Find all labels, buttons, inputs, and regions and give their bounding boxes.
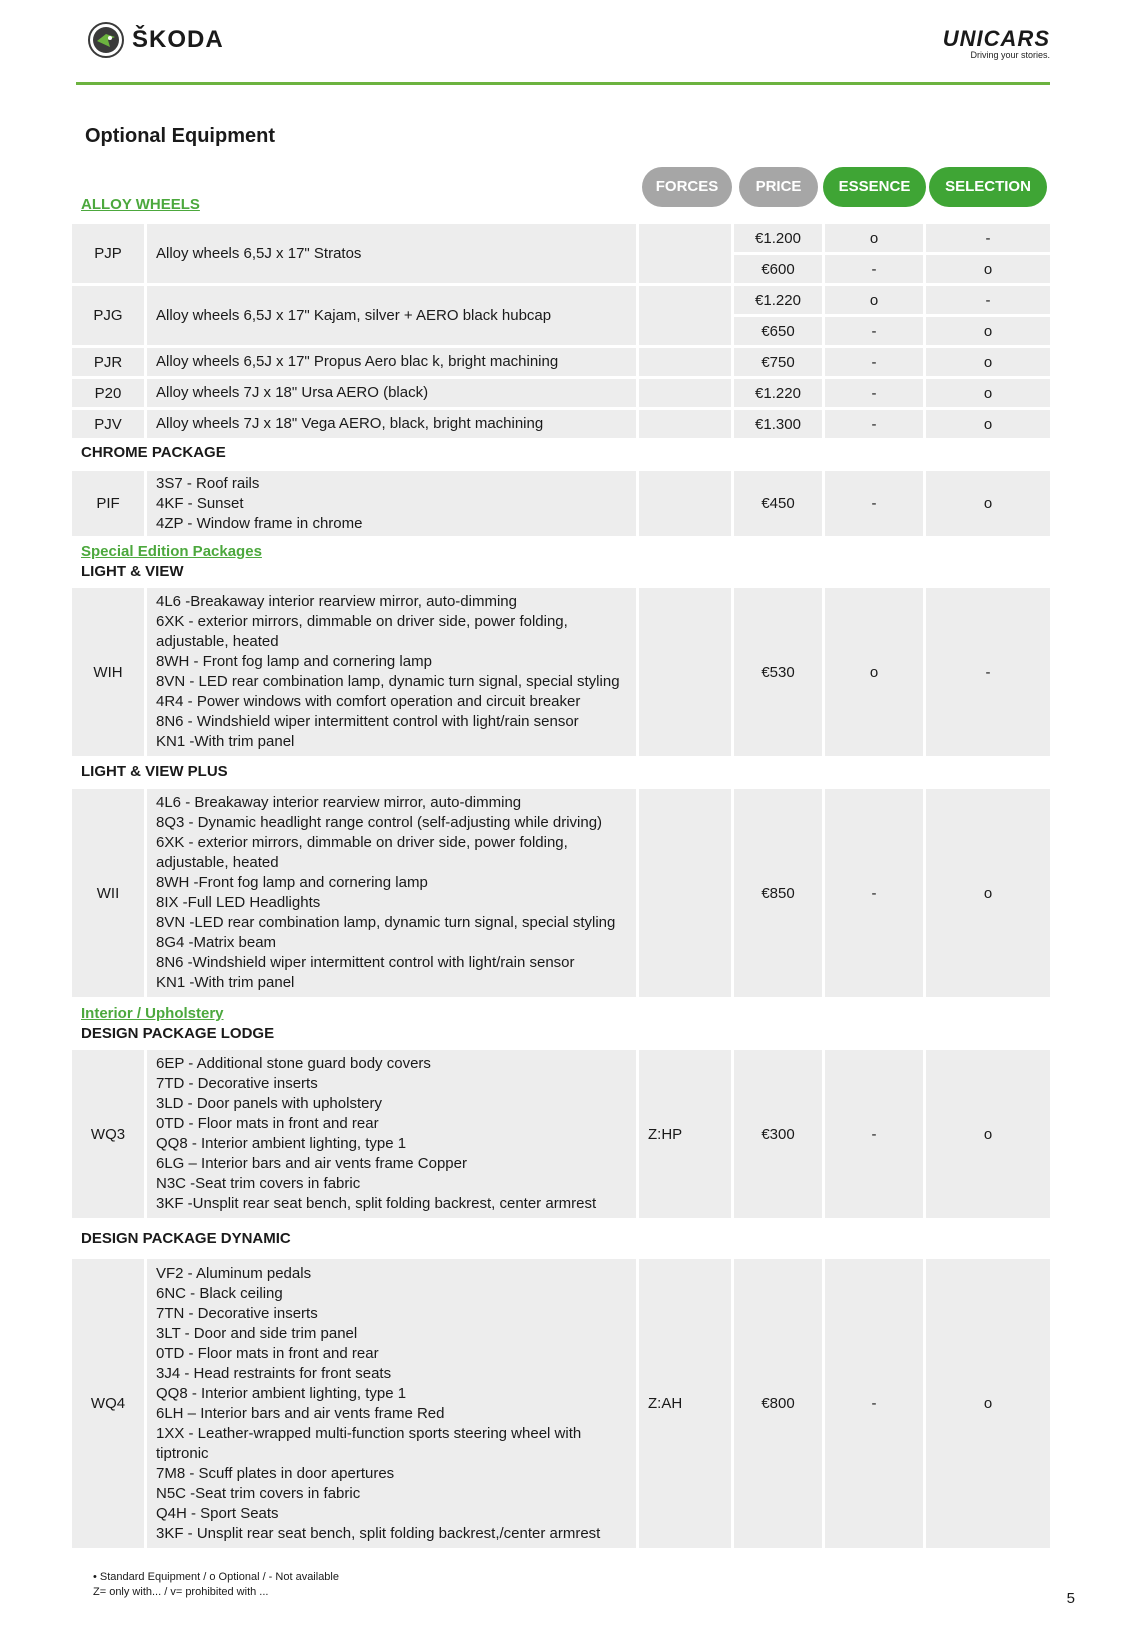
- selection-cell: -: [926, 286, 1050, 314]
- description-line: tiptronic: [156, 1444, 209, 1462]
- forces-cell: [639, 224, 731, 283]
- essence-cell: -: [825, 379, 923, 407]
- option-description: Alloy wheels 7J x 18" Vega AERO, black, bright machining: [147, 410, 636, 438]
- description-line: 8N6 - Windshield wiper intermittent control with light/rain sensor: [156, 713, 579, 730]
- description-line: QQ8 - Interior ambient lighting, type 1: [156, 1384, 407, 1402]
- option-code: WII: [72, 789, 144, 997]
- forces-cell: [639, 471, 731, 536]
- description-line: 0TD - Floor mats in front and rear: [156, 1344, 379, 1362]
- selection-cell: o: [926, 410, 1050, 438]
- table-row: [72, 588, 1050, 756]
- price-cell: €530: [734, 588, 822, 756]
- option-code: PJV: [72, 410, 144, 438]
- section-design-dynamic: DESIGN PACKAGE DYNAMIC: [81, 1230, 291, 1247]
- option-description: Alloy wheels 6,5J x 17" Kajam, silver + AERO black hubcap: [147, 286, 636, 345]
- unicars-logo: [943, 26, 1050, 60]
- option-description: [147, 471, 636, 536]
- page-header: [76, 0, 1050, 85]
- selection-cell: o: [926, 1050, 1050, 1218]
- selection-cell: -: [926, 224, 1050, 252]
- price-cell: €750: [734, 348, 822, 376]
- description-line: 3LT - Door and side trim panel: [156, 1324, 358, 1342]
- forces-cell: Z:AH: [639, 1259, 731, 1548]
- forces-cell: [639, 789, 731, 997]
- description-line: 6EP - Additional stone guard body covers: [156, 1055, 431, 1072]
- description-line: KN1 -With trim panel: [156, 974, 295, 991]
- essence-cell: -: [825, 410, 923, 438]
- selection-cell: o: [926, 317, 1050, 345]
- option-code: PJP: [72, 224, 144, 283]
- description-line: 4L6 -Breakaway interior rearview mirror, auto-dimming: [156, 593, 517, 610]
- option-code: PIF: [72, 471, 144, 536]
- legend-line: • Standard Equipment / o Optional / - Not available: [93, 1571, 339, 1583]
- section-chrome-package: CHROME PACKAGE: [81, 444, 226, 461]
- section-special-edition[interactable]: Special Edition Packages: [81, 543, 262, 560]
- description-line: QQ8 - Interior ambient lighting, type 1: [156, 1135, 407, 1152]
- essence-cell: -: [825, 1050, 923, 1218]
- skoda-emblem-icon: [88, 22, 124, 58]
- option-code: WIH: [72, 588, 144, 756]
- description-line: 0TD - Floor mats in front and rear: [156, 1115, 379, 1132]
- forces-cell: [639, 410, 731, 438]
- description-line: 8G4 -Matrix beam: [156, 934, 277, 951]
- selection-cell: o: [926, 471, 1050, 536]
- price-column-header: PRICE: [739, 167, 818, 207]
- price-cell: €600: [734, 255, 822, 283]
- description-line: 6LG – Interior bars and air vents frame Copper: [156, 1155, 467, 1172]
- price-cell: €300: [734, 1050, 822, 1218]
- section-light-view-plus: LIGHT & VIEW PLUS: [81, 763, 228, 780]
- description-line: 7M8 - Scuff plates in door apertures: [156, 1464, 395, 1482]
- option-description: Alloy wheels 6,5J x 17" Stratos: [147, 224, 636, 283]
- description-line: 4ZP - Window frame in chrome: [156, 514, 363, 532]
- description-line: 8IX -Full LED Headlights: [156, 894, 321, 911]
- option-description: [147, 789, 636, 997]
- option-code: WQ4: [72, 1259, 144, 1548]
- description-line: 6XK - exterior mirrors, dimmable on driver side, power folding,: [156, 834, 568, 851]
- option-code: PJG: [72, 286, 144, 345]
- description-line: 7TD - Decorative inserts: [156, 1075, 318, 1092]
- legend-line: Z= only with... / v= prohibited with ...: [93, 1586, 269, 1598]
- description-line: 7TN - Decorative inserts: [156, 1304, 318, 1322]
- description-line: 8VN - LED rear combination lamp, dynamic turn signal, special styling: [156, 673, 620, 690]
- selection-column-header: SELECTION: [929, 167, 1047, 207]
- selection-cell: o: [926, 379, 1050, 407]
- description-line: VF2 - Aluminum pedals: [156, 1264, 312, 1282]
- forces-cell: [639, 348, 731, 376]
- forces-column-header: FORCES: [642, 167, 732, 207]
- option-description: [147, 588, 636, 756]
- description-line: 8N6 -Windshield wiper intermittent control with light/rain sensor: [156, 954, 575, 971]
- price-cell: €1.220: [734, 286, 822, 314]
- essence-cell: o: [825, 286, 923, 314]
- table-row: [72, 410, 1050, 438]
- essence-cell: -: [825, 317, 923, 345]
- essence-cell: o: [825, 588, 923, 756]
- option-code: PJR: [72, 348, 144, 376]
- description-line: 8VN -LED rear combination lamp, dynamic turn signal, special styling: [156, 914, 616, 931]
- table-row: [72, 348, 1050, 376]
- option-description: Alloy wheels 7J x 18" Ursa AERO (black): [147, 379, 636, 407]
- section-alloy-wheels[interactable]: ALLOY WHEELS: [81, 196, 200, 213]
- selection-cell: -: [926, 588, 1050, 756]
- option-code: P20: [72, 379, 144, 407]
- description-line: N5C -Seat trim covers in fabric: [156, 1484, 361, 1502]
- description-line: 3J4 - Head restraints for front seats: [156, 1364, 392, 1382]
- description-line: 6LH – Interior bars and air vents frame Red: [156, 1404, 445, 1422]
- description-line: 8WH -Front fog lamp and cornering lamp: [156, 874, 428, 891]
- forces-cell: Z:HP: [639, 1050, 731, 1218]
- table-row: [72, 1050, 1050, 1218]
- page-number: 5: [1066, 1590, 1075, 1607]
- table-row: [72, 379, 1050, 407]
- description-line: 8Q3 - Dynamic headlight range control (self-adjusting while driving): [156, 814, 603, 831]
- table-row: [72, 286, 1050, 345]
- description-line: 3KF -Unsplit rear seat bench, split folding backrest, center armrest: [156, 1195, 597, 1212]
- essence-cell: -: [825, 471, 923, 536]
- description-line: 4KF - Sunset: [156, 494, 244, 512]
- description-line: 3LD - Door panels with upholstery: [156, 1095, 382, 1112]
- description-line: N3C -Seat trim covers in fabric: [156, 1175, 361, 1192]
- price-cell: €1.200: [734, 224, 822, 252]
- table-row: [72, 1259, 1050, 1548]
- page-title: Optional Equipment: [85, 125, 275, 147]
- essence-cell: -: [825, 1259, 923, 1548]
- description-line: 6NC - Black ceiling: [156, 1284, 283, 1302]
- essence-column-header: ESSENCE: [823, 167, 926, 207]
- description-line: 3S7 - Roof rails: [156, 474, 260, 492]
- description-line: 6XK - exterior mirrors, dimmable on driver side, power folding,: [156, 613, 568, 630]
- legend-note: [93, 1570, 339, 1600]
- section-design-lodge: DESIGN PACKAGE LODGE: [81, 1025, 275, 1042]
- description-line: KN1 -With trim panel: [156, 733, 295, 750]
- description-line: 3KF - Unsplit rear seat bench, split folding backrest,/center armrest: [156, 1524, 601, 1542]
- description-line: Q4H - Sport Seats: [156, 1504, 279, 1522]
- essence-cell: -: [825, 255, 923, 283]
- description-line: 4R4 - Power windows with comfort operation and circuit breaker: [156, 693, 581, 710]
- forces-cell: [639, 286, 731, 345]
- price-cell: €800: [734, 1259, 822, 1548]
- table-row: [72, 224, 1050, 283]
- forces-cell: [639, 379, 731, 407]
- option-description: [147, 1259, 636, 1548]
- unicars-tagline: Driving your stories.: [970, 50, 1050, 60]
- option-code: WQ3: [72, 1050, 144, 1218]
- selection-cell: o: [926, 1259, 1050, 1548]
- description-line: adjustable, heated: [156, 854, 279, 871]
- price-cell: €1.220: [734, 379, 822, 407]
- table-row: [72, 471, 1050, 536]
- price-cell: €1.300: [734, 410, 822, 438]
- forces-cell: [639, 588, 731, 756]
- description-line: 4L6 - Breakaway interior rearview mirror, auto-dimming: [156, 794, 522, 811]
- essence-cell: o: [825, 224, 923, 252]
- table-row: [72, 789, 1050, 997]
- unicars-wordmark: UNICARS: [942, 26, 1050, 51]
- section-light-view: LIGHT & VIEW: [81, 563, 184, 580]
- price-cell: €450: [734, 471, 822, 536]
- option-description: Alloy wheels 6,5J x 17" Propus Aero blac k, bright machining: [147, 348, 636, 376]
- option-description: [147, 1050, 636, 1218]
- essence-cell: -: [825, 789, 923, 997]
- skoda-logo: [88, 22, 224, 58]
- price-cell: €650: [734, 317, 822, 345]
- selection-cell: o: [926, 255, 1050, 283]
- skoda-wordmark: ŠKODA: [132, 26, 224, 53]
- description-line: 8WH - Front fog lamp and cornering lamp: [156, 653, 432, 670]
- section-interior[interactable]: Interior / Upholstery: [81, 1005, 224, 1022]
- description-line: 1XX - Leather-wrapped multi-function sports steering wheel with: [156, 1424, 582, 1442]
- selection-cell: o: [926, 789, 1050, 997]
- price-cell: €850: [734, 789, 822, 997]
- description-line: adjustable, heated: [156, 633, 279, 650]
- essence-cell: -: [825, 348, 923, 376]
- selection-cell: o: [926, 348, 1050, 376]
